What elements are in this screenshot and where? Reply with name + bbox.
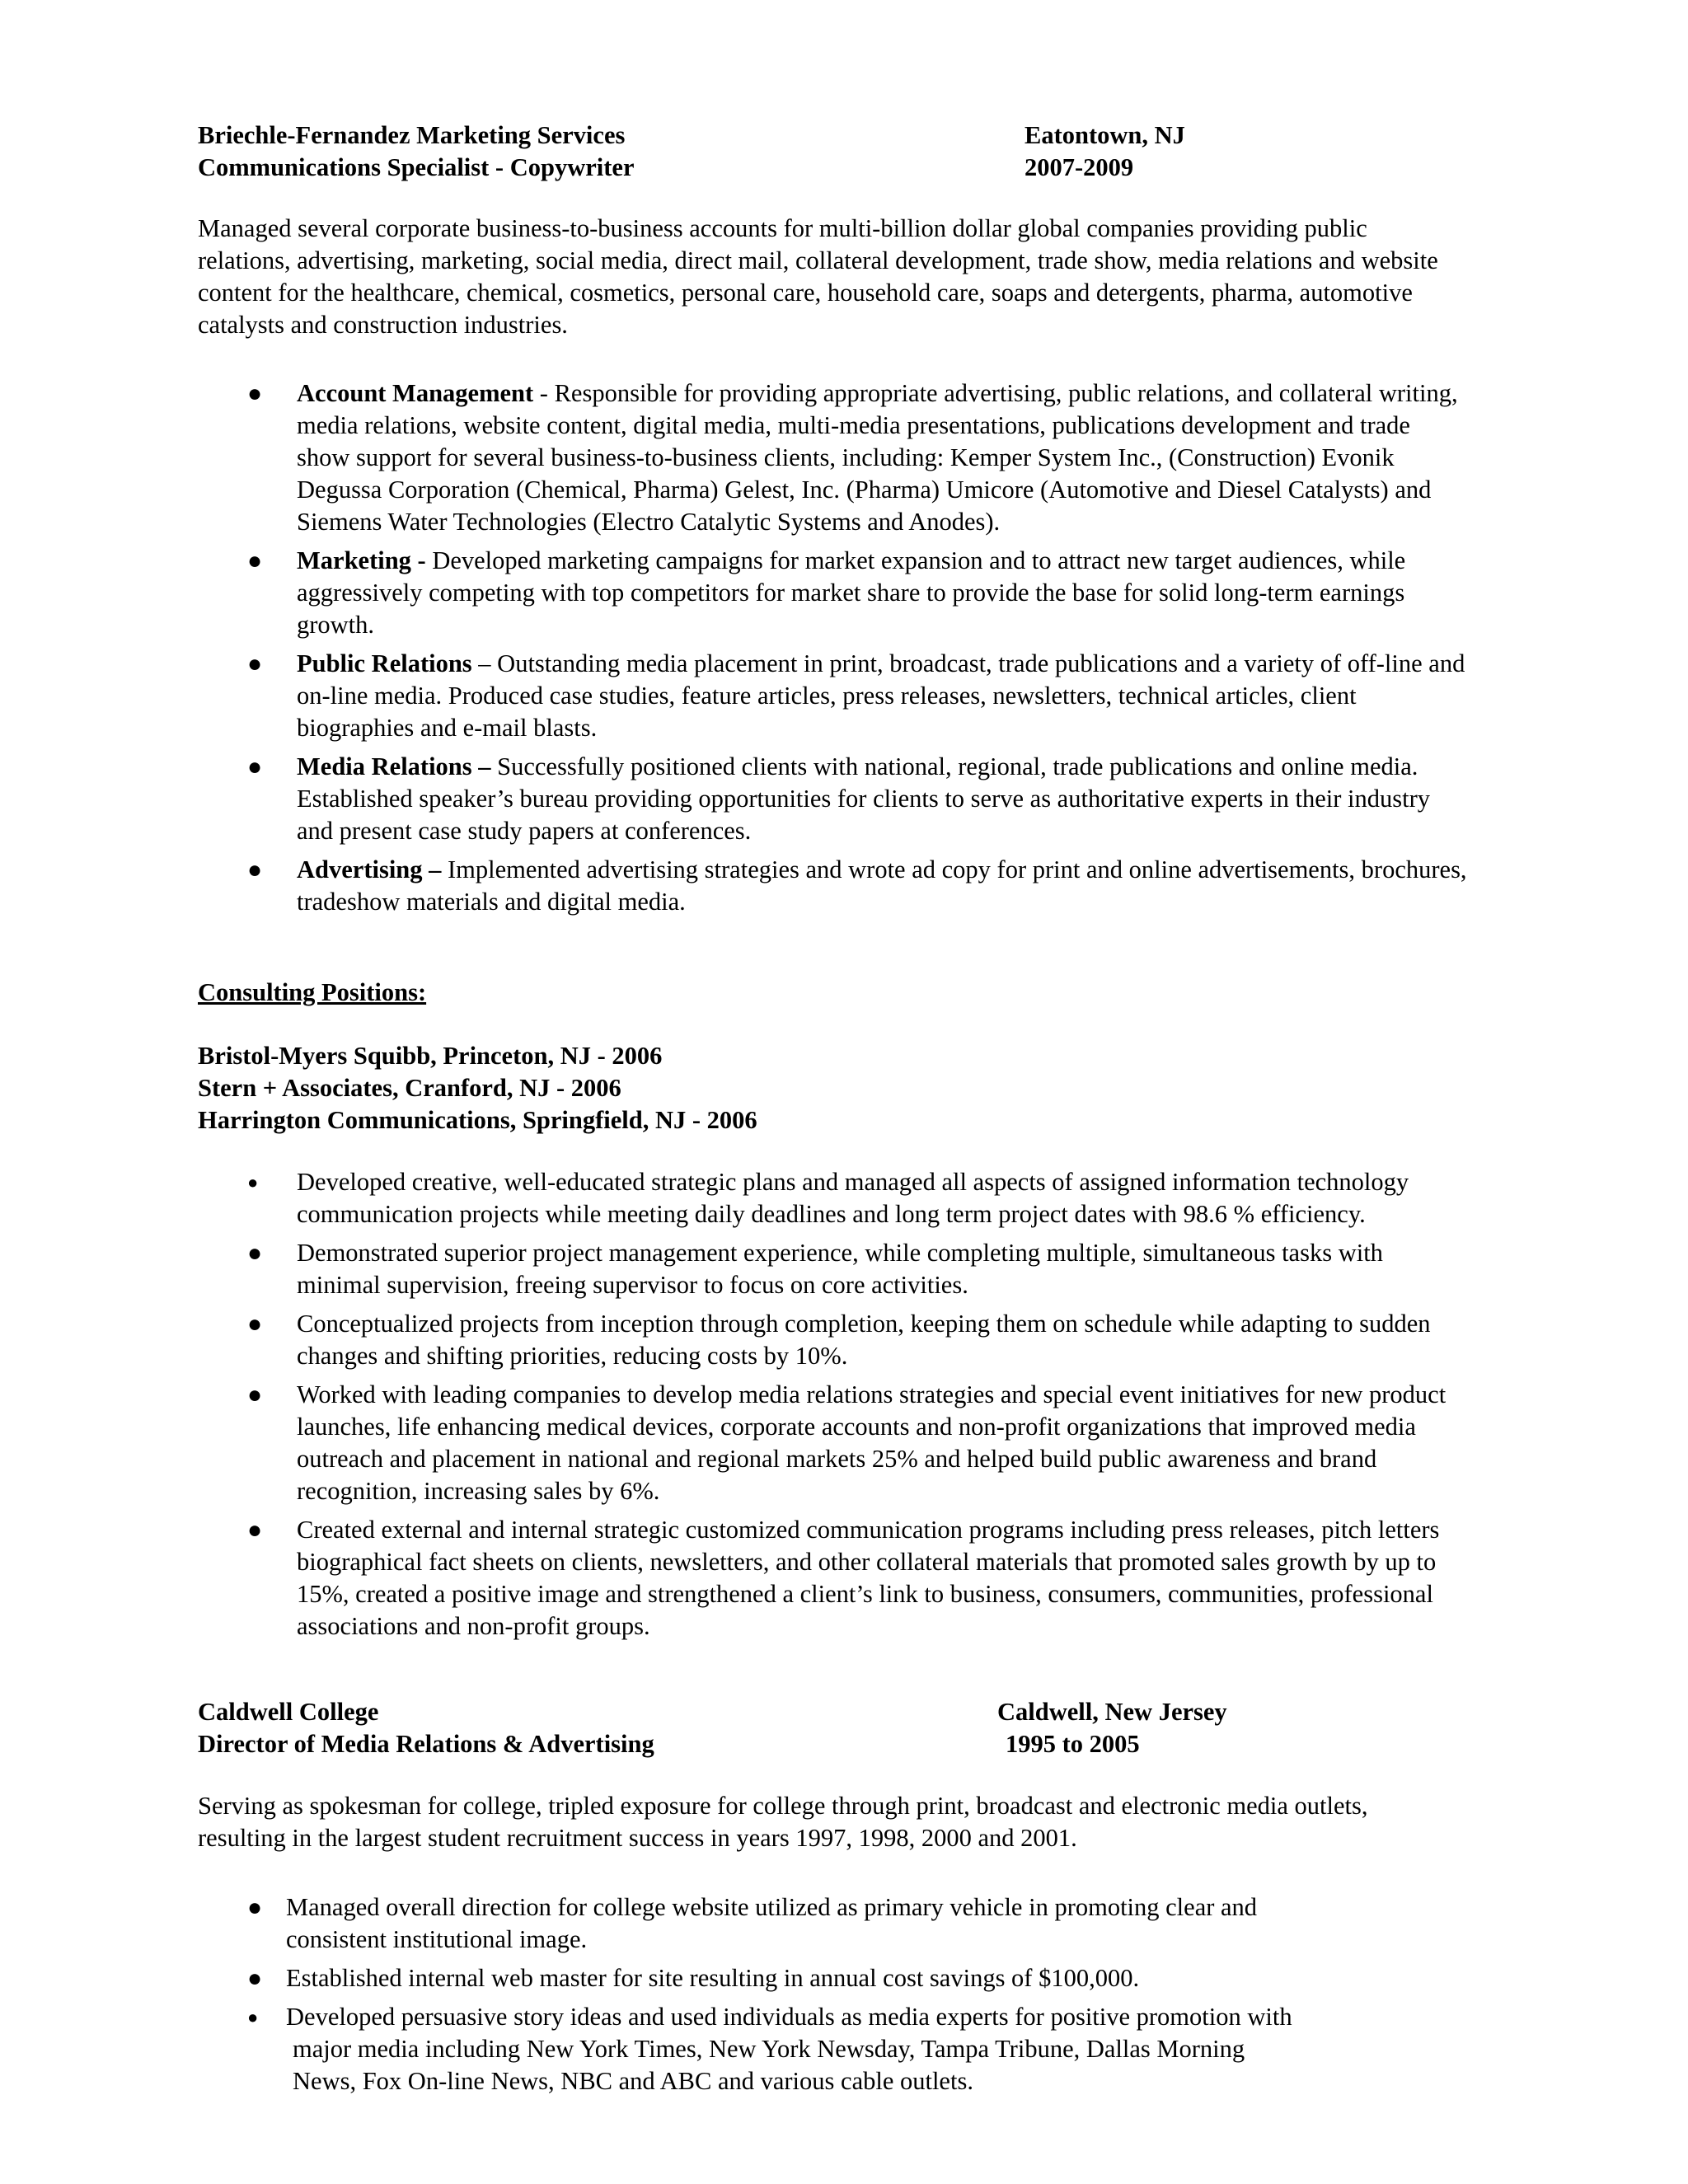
bullet-text: Demonstrated superior project management experience, while completing multiple, simultaneous tasks with minimal supervision, freeing supervisor to focus on core activities. xyxy=(297,1239,1383,1299)
list-item xyxy=(198,1237,1467,1301)
bullet-text: Created external and internal strategic customized communication programs including press releases, pitch letters biographical fact sheets on clients, newsletters, and other collateral materials that promoted sales growth by up to 15%, created a positive image and strengthened a client’s link to business, consumers, communities, professional associations and non-profit groups. xyxy=(297,1516,1440,1640)
consulting-client: Stern + Associates, Cranford, NJ - 2006 xyxy=(198,1074,621,1102)
job1-location: Eatontown, NJ xyxy=(1025,121,1185,149)
bullet-text: Established internal web master for site resulting in annual cost savings of $100,000. xyxy=(286,1964,1140,1992)
list-item xyxy=(198,751,1467,847)
list-item xyxy=(198,648,1467,744)
bullet-icon: ● xyxy=(247,1172,259,1193)
bullet-label: Advertising – xyxy=(297,855,442,883)
bullet-text: Implemented advertising strategies and wrote ad copy for print and online advertisements, brochures, tradeshow materials and digital media. xyxy=(297,855,1467,916)
bullet-icon: ● xyxy=(247,1381,263,1408)
list-item xyxy=(198,377,1467,538)
job1-title: Communications Specialist - Copywriter xyxy=(198,153,635,181)
bullet-icon: ● xyxy=(247,1516,263,1544)
consulting-client: Bristol-Myers Squibb, Princeton, NJ - 2006 xyxy=(198,1042,663,1070)
job2-company: Caldwell College xyxy=(198,1698,379,1726)
consulting-heading-text: Consulting Positions: xyxy=(198,978,427,1006)
bullet-text: Successfully positioned clients with national, regional, trade publications and online media. Established speaker’s bureau providing opportunities for clients to serve as authoritative experts in their industry and present case study papers at conferences. xyxy=(297,752,1430,845)
list-item xyxy=(198,1514,1467,1643)
bullet-text-line: major media including New York Times, New York Newsday, Tampa Tribune, Dallas Morning xyxy=(293,2035,1245,2063)
bullet-label: Public Relations xyxy=(297,649,472,677)
bullet-icon: ● xyxy=(247,1894,263,1921)
job1-dates: 2007-2009 xyxy=(1025,153,1134,181)
job2-dates: 1995 to 2005 xyxy=(1006,1730,1140,1758)
job1-company: Briechle-Fernandez Marketing Services xyxy=(198,121,626,149)
bullet-icon: ● xyxy=(247,380,263,407)
list-item xyxy=(198,1379,1467,1507)
job2-bullet-list xyxy=(198,1891,1484,2104)
bullet-text-line: Developed persuasive story ideas and used individuals as media experts for positive promotion with xyxy=(286,2003,1292,2031)
bullet-icon: ● xyxy=(247,1965,263,1992)
bullet-icon: ● xyxy=(247,753,263,780)
bullet-text: Worked with leading companies to develop media relations strategies and special event initiatives for new product launches, life enhancing medical devices, corporate accounts and non-profit organizations that improved media outreach and placement in national and regional markets 25% and helped build public awareness and brand recognition, increasing sales by 6%. xyxy=(297,1380,1447,1505)
bullet-text-line: Managed overall direction for college website utilized as primary vehicle in promoting clear and xyxy=(286,1893,1258,1921)
consulting-heading xyxy=(198,977,426,1009)
bullet-text-line: News, Fox On-line News, NBC and ABC and various cable outlets. xyxy=(293,2067,973,2095)
job1-summary: Managed several corporate business-to-business accounts for multi-billion dollar global companies providing public relations, advertising, marketing, social media, direct mail, collateral development, trade show, media relations and website content for the healthcare, chemical, cosmetics, personal care, household care, soaps and detergents, pharma, automotive catalysts and construction industries. xyxy=(198,214,1438,339)
bullet-icon: ● xyxy=(247,1310,263,1338)
list-item xyxy=(198,854,1467,918)
bullet-text: - Responsible for providing appropriate advertising, public relations, and collateral writing, media relations, website content, digital media, multi-media presentations, publications development and trade show support for several business-to-business clients, including: Kemper System Inc., (Construction) Evonik Degussa Corporation (Chemical, Pharma) Gelest, Inc. (Pharma) Umicore (Automotive and Diesel Catalysts) and Siemens Water Technologies (Electro Catalytic Systems and Anodes). xyxy=(297,379,1458,536)
bullet-text: Developed marketing campaigns for market expansion and to attract new target audiences, while aggressively competing with top competitors for market share to provide the base for solid long-term earnings growth. xyxy=(297,546,1406,639)
list-item xyxy=(198,545,1467,641)
job1-bullet-list xyxy=(198,377,1467,925)
list-item xyxy=(198,1308,1467,1372)
bullet-label: Account Management xyxy=(297,379,534,407)
bullet-icon: ● xyxy=(247,856,263,883)
bullet-icon: ● xyxy=(247,1240,263,1267)
list-item xyxy=(198,1166,1467,1230)
job2-location: Caldwell, New Jersey xyxy=(997,1698,1227,1726)
bullet-text: – Outstanding media placement in print, broadcast, trade publications and a variety of off-line and on-line media. Produced case studies, feature articles, press releases, newsletters, technical articles, client biographies and e-mail blasts. xyxy=(297,649,1465,742)
list-item xyxy=(198,2001,1484,2097)
bullet-icon: ● xyxy=(247,2007,259,2027)
bullet-text-line: consistent institutional image. xyxy=(286,1925,588,1953)
consulting-client: Harrington Communications, Springfield, NJ - 2006 xyxy=(198,1106,757,1134)
list-item xyxy=(198,1962,1484,1994)
consulting-bullet-list xyxy=(198,1166,1467,1649)
bullet-label: Marketing - xyxy=(297,546,426,574)
bullet-icon: ● xyxy=(247,547,263,574)
bullet-icon: ● xyxy=(247,650,263,677)
list-item xyxy=(198,1891,1484,1956)
job2-summary: Serving as spokesman for college, tripled exposure for college through print, broadcast and electronic media outlets, resulting in the largest student recruitment success in years 1997, 1998, 2000 and 2001. xyxy=(198,1792,1368,1852)
bullet-text: Developed creative, well-educated strategic plans and managed all aspects of assigned information technology communication projects while meeting daily deadlines and long term project dates with 98.6 % efficiency. xyxy=(297,1168,1409,1228)
bullet-label: Media Relations – xyxy=(297,752,491,780)
bullet-text: Conceptualized projects from inception through completion, keeping them on schedule while adapting to sudden changes and shifting priorities, reducing costs by 10%. xyxy=(297,1310,1431,1370)
job2-title: Director of Media Relations & Advertising xyxy=(198,1730,654,1758)
